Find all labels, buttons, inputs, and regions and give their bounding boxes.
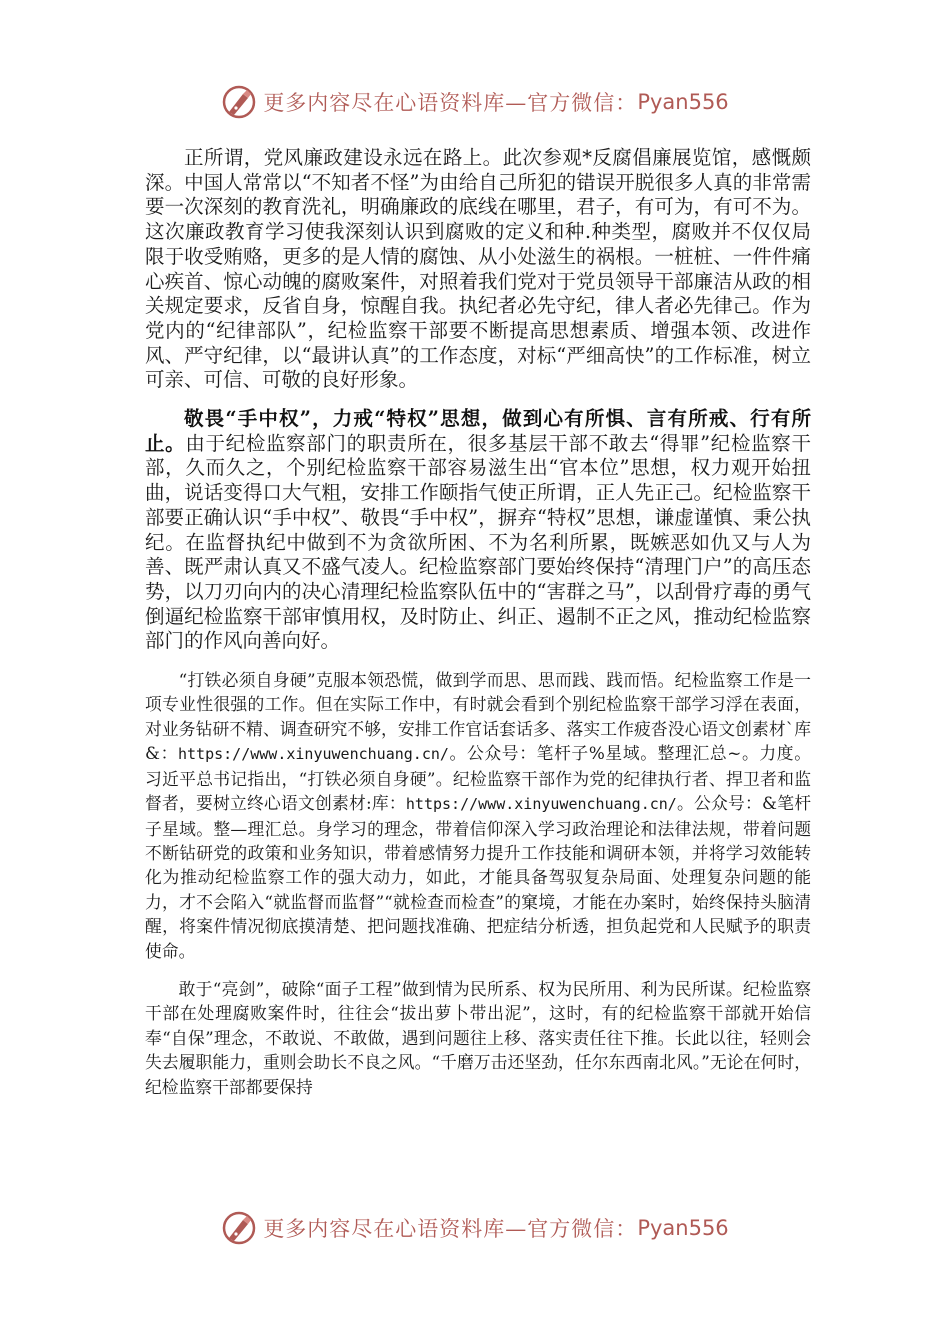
paragraph-3-text-c: 。公众号：&笔杆子星域。整—理汇总。身学习的理念，带着信仰深入学习政治理论和法律法规，带着问题不断钻研党的政策和业务知识，带着感情努力提升工作技能和调研本领，并将学习效能转化为推动纪检监察工作的强大动力，如此，才能具备驾驭复杂局面、处理复杂问题的能力，才不会陷入“就监督而监督”“就检查而检查”的窠境，才能在办案时，始终保持头脑清醒，将案件情况彻底摸清楚、把问题找准确、把症结分析透，担负起党和人民赋予的职责使命。	[145, 793, 811, 961]
paragraph-3	[145, 668, 811, 963]
paragraph-2-heading: 敬畏“手中权”，力戒“特权”思想，做到心有所惧、言有所戒、行有所止。	[145, 407, 811, 455]
pen-nib-logo-icon	[221, 84, 257, 120]
banner-text: 更多内容尽在心语资料库—官方微信：	[263, 1217, 638, 1241]
paragraph-3-text-a: “打铁必须自身硬”克服本领恐慌，做到学而思、思而践、践而悟。纪检监察工作是一项专业性很强的工作。但在实际工作中，有时就会看到个别纪检监察干部学习浮在表面，对业务钻研不精、调查研究不够，安排工作官话套话多、落实工作疲沓没心语文创素材`库&：	[145, 670, 811, 764]
paragraph-1: 正所谓，党风廉政建设永远在路上。此次参观*反腐倡廉展览馆，感慨颇深。中国人常常以“不知者不怪”为由给自己所犯的错误开脱很多人真的非常需要一次深刻的教育洗礼，明确廉政的底线在哪里，君子，有可为，有可不为。这次廉政教育学习使我深刻认识到腐败的定义和种.种类型，腐败并不仅仅局限于收受贿赂，更多的是人情的腐蚀、从小处滋生的祸根。一桩桩、一件件痛心疾首、惊心动魄的腐败案件，对照着我们党对于党员领导干部廉洁从政的相关规定要求，反省自身，惊醒自我。执纪者必先守纪，律人者必先律己。作为党内的“纪律部队”，纪检监察干部要不断提高思想素质、增强本领、改进作风、严守纪律，以“最讲认真”的工作态度，对标“严细高快”的工作标准，树立可亲、可信、可敬的良好形象。	[145, 146, 811, 392]
paragraph-3-text-b: 。公众号：笔杆子%星域。整理汇总~。力度。习近平总书记指出，“打铁必须自身硬”。纪检监察干部作为党的纪律执行者、捍卫者和监督者，要树立终心语文创素材:库：	[145, 743, 811, 814]
footer-banner	[0, 1208, 950, 1248]
paragraph-2	[145, 407, 811, 654]
paragraph-4: 敢于“亮剑”，破除“面子工程”做到情为民所系、权为民所用、利为民所谋。纪检监察干部在处理腐败案件时，往往会“拔出萝卜带出泥”，这时，有的纪检监察干部就开始信奉“自保”理念，不敢说、不敢做，遇到问题往上移、落实责任往下推。长此以往，轻则会失去履职能力，重则会助长不良之风。“千磨万击还坚劲，任尔东西南北风。”无论在何时，纪检监察干部都要保持	[145, 978, 811, 1097]
banner-text: 更多内容尽在心语资料库—官方微信：	[263, 91, 638, 115]
pen-nib-logo-icon	[221, 1210, 257, 1246]
source-url-2: https://www.xinyuwenchuang.cn/	[405, 795, 677, 814]
document-body	[145, 146, 811, 1099]
paragraph-2-text: 由于纪检监察部门的职责所在，很多基层干部不敢去“得罪”纪检监察干部，久而久之，个别纪检监察干部容易滋生出“官本位”思想，权力观开始扭曲，说话变得口大气粗，安排工作颐指气使正所谓，正人先正己。纪检监察干部要正确认识“手中权”、敬畏“手中权”，摒弃“特权”思想，谦虚谨慎、秉公执纪。在监督执纪中做到不为贪欲所困、不为名利所累，既嫉恶如仇又与人为善、既严肃认真又不盛气凌人。纪检监察部门要始终保持“清理门户”的高压态势，以刀刃向内的决心清理纪检监察队伍中的“害群之马”，以刮骨疗毒的勇气倒逼纪检监察干部审慎用权，及时防止、纠正、遏制不正之风，推动纪检监察部门的作风向善向好。	[145, 431, 811, 653]
header-banner	[0, 82, 950, 122]
banner-wechat-id: Pyan556	[637, 90, 729, 114]
source-url-1: https://www.xinyuwenchuang.cn/	[177, 745, 449, 764]
banner-wechat-id: Pyan556	[637, 1216, 729, 1240]
